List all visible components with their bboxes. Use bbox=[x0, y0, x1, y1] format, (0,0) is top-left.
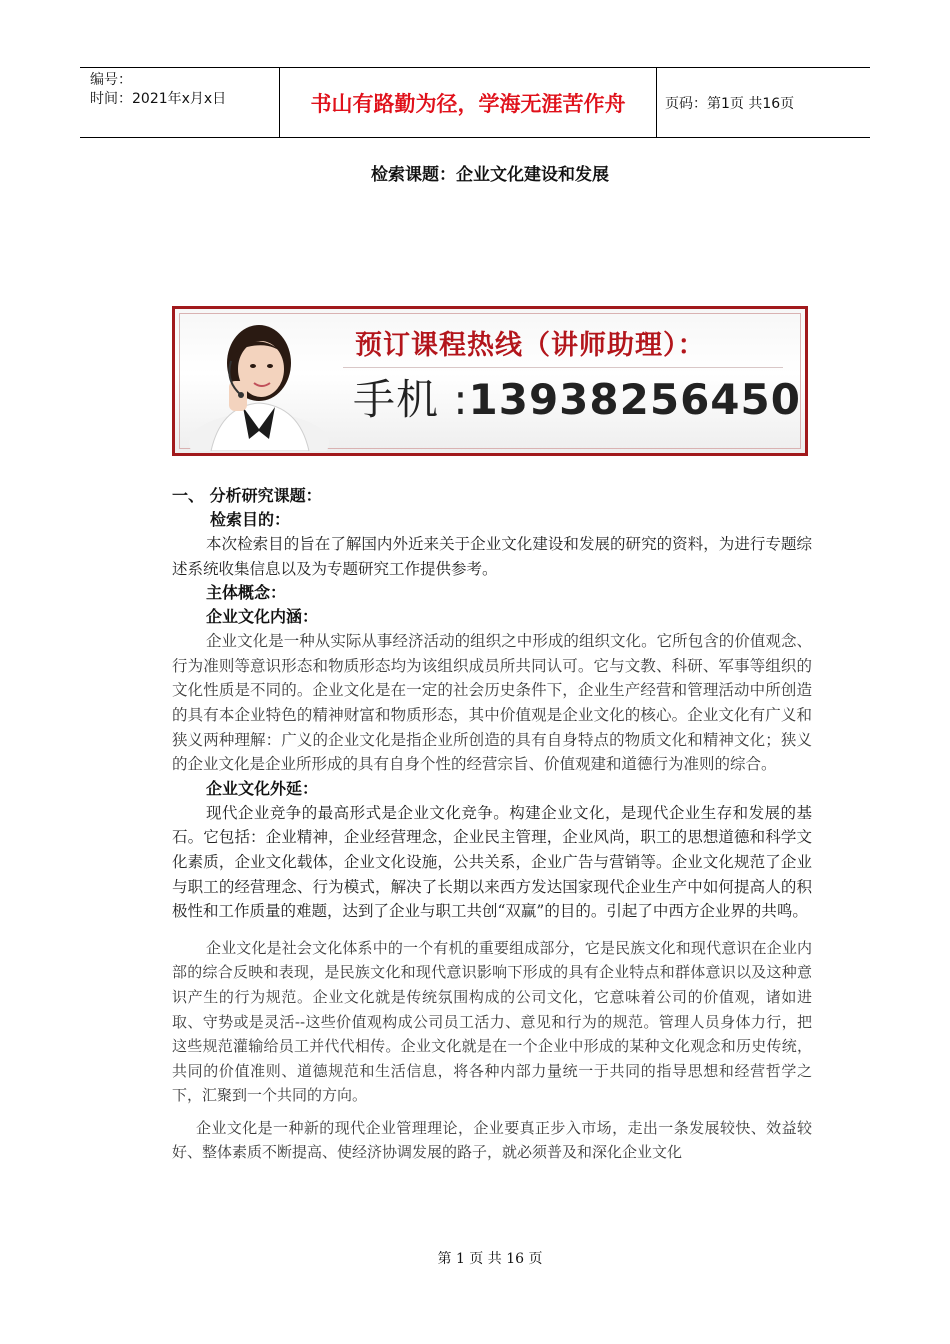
document-body bbox=[172, 484, 812, 1165]
page-footer: 第 1 页 共 16 页 bbox=[437, 1251, 543, 1267]
section-heading: 一、 分析研究课题： bbox=[172, 486, 322, 505]
document-title: 检索课题：企业文化建设和发展 bbox=[371, 165, 609, 185]
banner-hotline-text: 预订课程热线（讲师助理）： bbox=[355, 330, 706, 361]
extension-heading: 企业文化外延： bbox=[206, 778, 319, 798]
date-label: 时间：2021年x月x日 bbox=[90, 91, 227, 107]
header-meta-cell bbox=[80, 68, 280, 137]
customer-service-person-image bbox=[181, 311, 331, 451]
header-table bbox=[80, 67, 870, 138]
connotation-heading: 企业文化内涵： bbox=[206, 607, 319, 627]
purpose-heading: 检索目的： bbox=[210, 510, 291, 529]
culture-paragraph: 企业文化是社会文化体系中的一个有机的重要组成部分，它是民族文化和现代意识在企业内部的综合反映和表现，是民族文化和现代意识影响下形成的具有企业特点和群体意识以及这种意识产生的行为规范。企业文化就是传统氛围构成的公司文化，它意味着公司的价值观，诸如进取、守势或是灵活--这些价值观构成公司员工活力、意见和行为的规范。管理人员身体力行，把这些规范灌输给员工并代代相传。企业文化就是在一个企业中形成的某种文化观念和历史传统，共同的价值准则、道德规范和生活信息，将各种内部力量统一于共同的指导思想和经营哲学之下，汇聚到一个共同的方向。 bbox=[172, 938, 812, 1105]
connotation-paragraph: 企业文化是一种从实际从事经济活动的组织之中形成的组织文化。它所包含的价值观念、行为准则等意识形态和物质形态均为该组织成员所共同认可。它与文教、科研、军事等组织的文化性质是不同的。企业文化是在一定的社会历史条件下，企业生产经营和管理活动中所创造的具有本企业特色的精神财富和物质形态，其中价值观是企业文化的核心。企业文化有广义和狭义两种理解：广义的企业文化是指企业所创造的具有自身特点的物质文化和精神文化；狭义的企业文化是企业所形成的具有自身个性的经营宗旨、价值观建和道德行为准则的综合。 bbox=[172, 632, 812, 774]
hotline-banner bbox=[172, 306, 808, 456]
number-label: 编号： bbox=[90, 72, 132, 88]
phone-number: 13938256450 bbox=[468, 375, 801, 424]
motto: 书山有路勤为径，学海无涯苦作舟 bbox=[280, 68, 657, 137]
theory-paragraph: 企业文化是一种新的现代企业管理理论，企业要真正步入市场，走出一条发展较快、效益较好、整体素质不断提高、使经济协调发展的路子，就必须普及和深化企业文化 bbox=[172, 1118, 812, 1162]
phone-prefix: 手机 : bbox=[353, 375, 469, 424]
purpose-paragraph: 本次检索目的旨在了解国内外近来关于企业文化建设和发展的研究的资料，为进行专题综述系统收集信息以及为专题研究工作提供参考。 bbox=[172, 535, 812, 578]
banner-phone bbox=[353, 367, 801, 427]
page-label: 页码：第1页 共16页 bbox=[665, 95, 795, 112]
concept-heading: 主体概念： bbox=[206, 583, 287, 603]
extension-paragraph: 现代企业竞争的最高形式是企业文化竞争。构建企业文化，是现代企业生存和发展的基石。它包括：企业精神，企业经营理念，企业民主管理，企业风尚，职工的思想道德和科学文化素质，企业文化载体，企业文化设施，公共关系，企业广告与营销等。企业文化规范了企业与职工的经营理念、行为模式，解决了长期以来西方发达国家现代企业生产中如何提高人的积极性和工作质量的难题，达到了企业与职工共创“双赢”的目的。引起了中西方企业界的共鸣。 bbox=[172, 803, 812, 921]
